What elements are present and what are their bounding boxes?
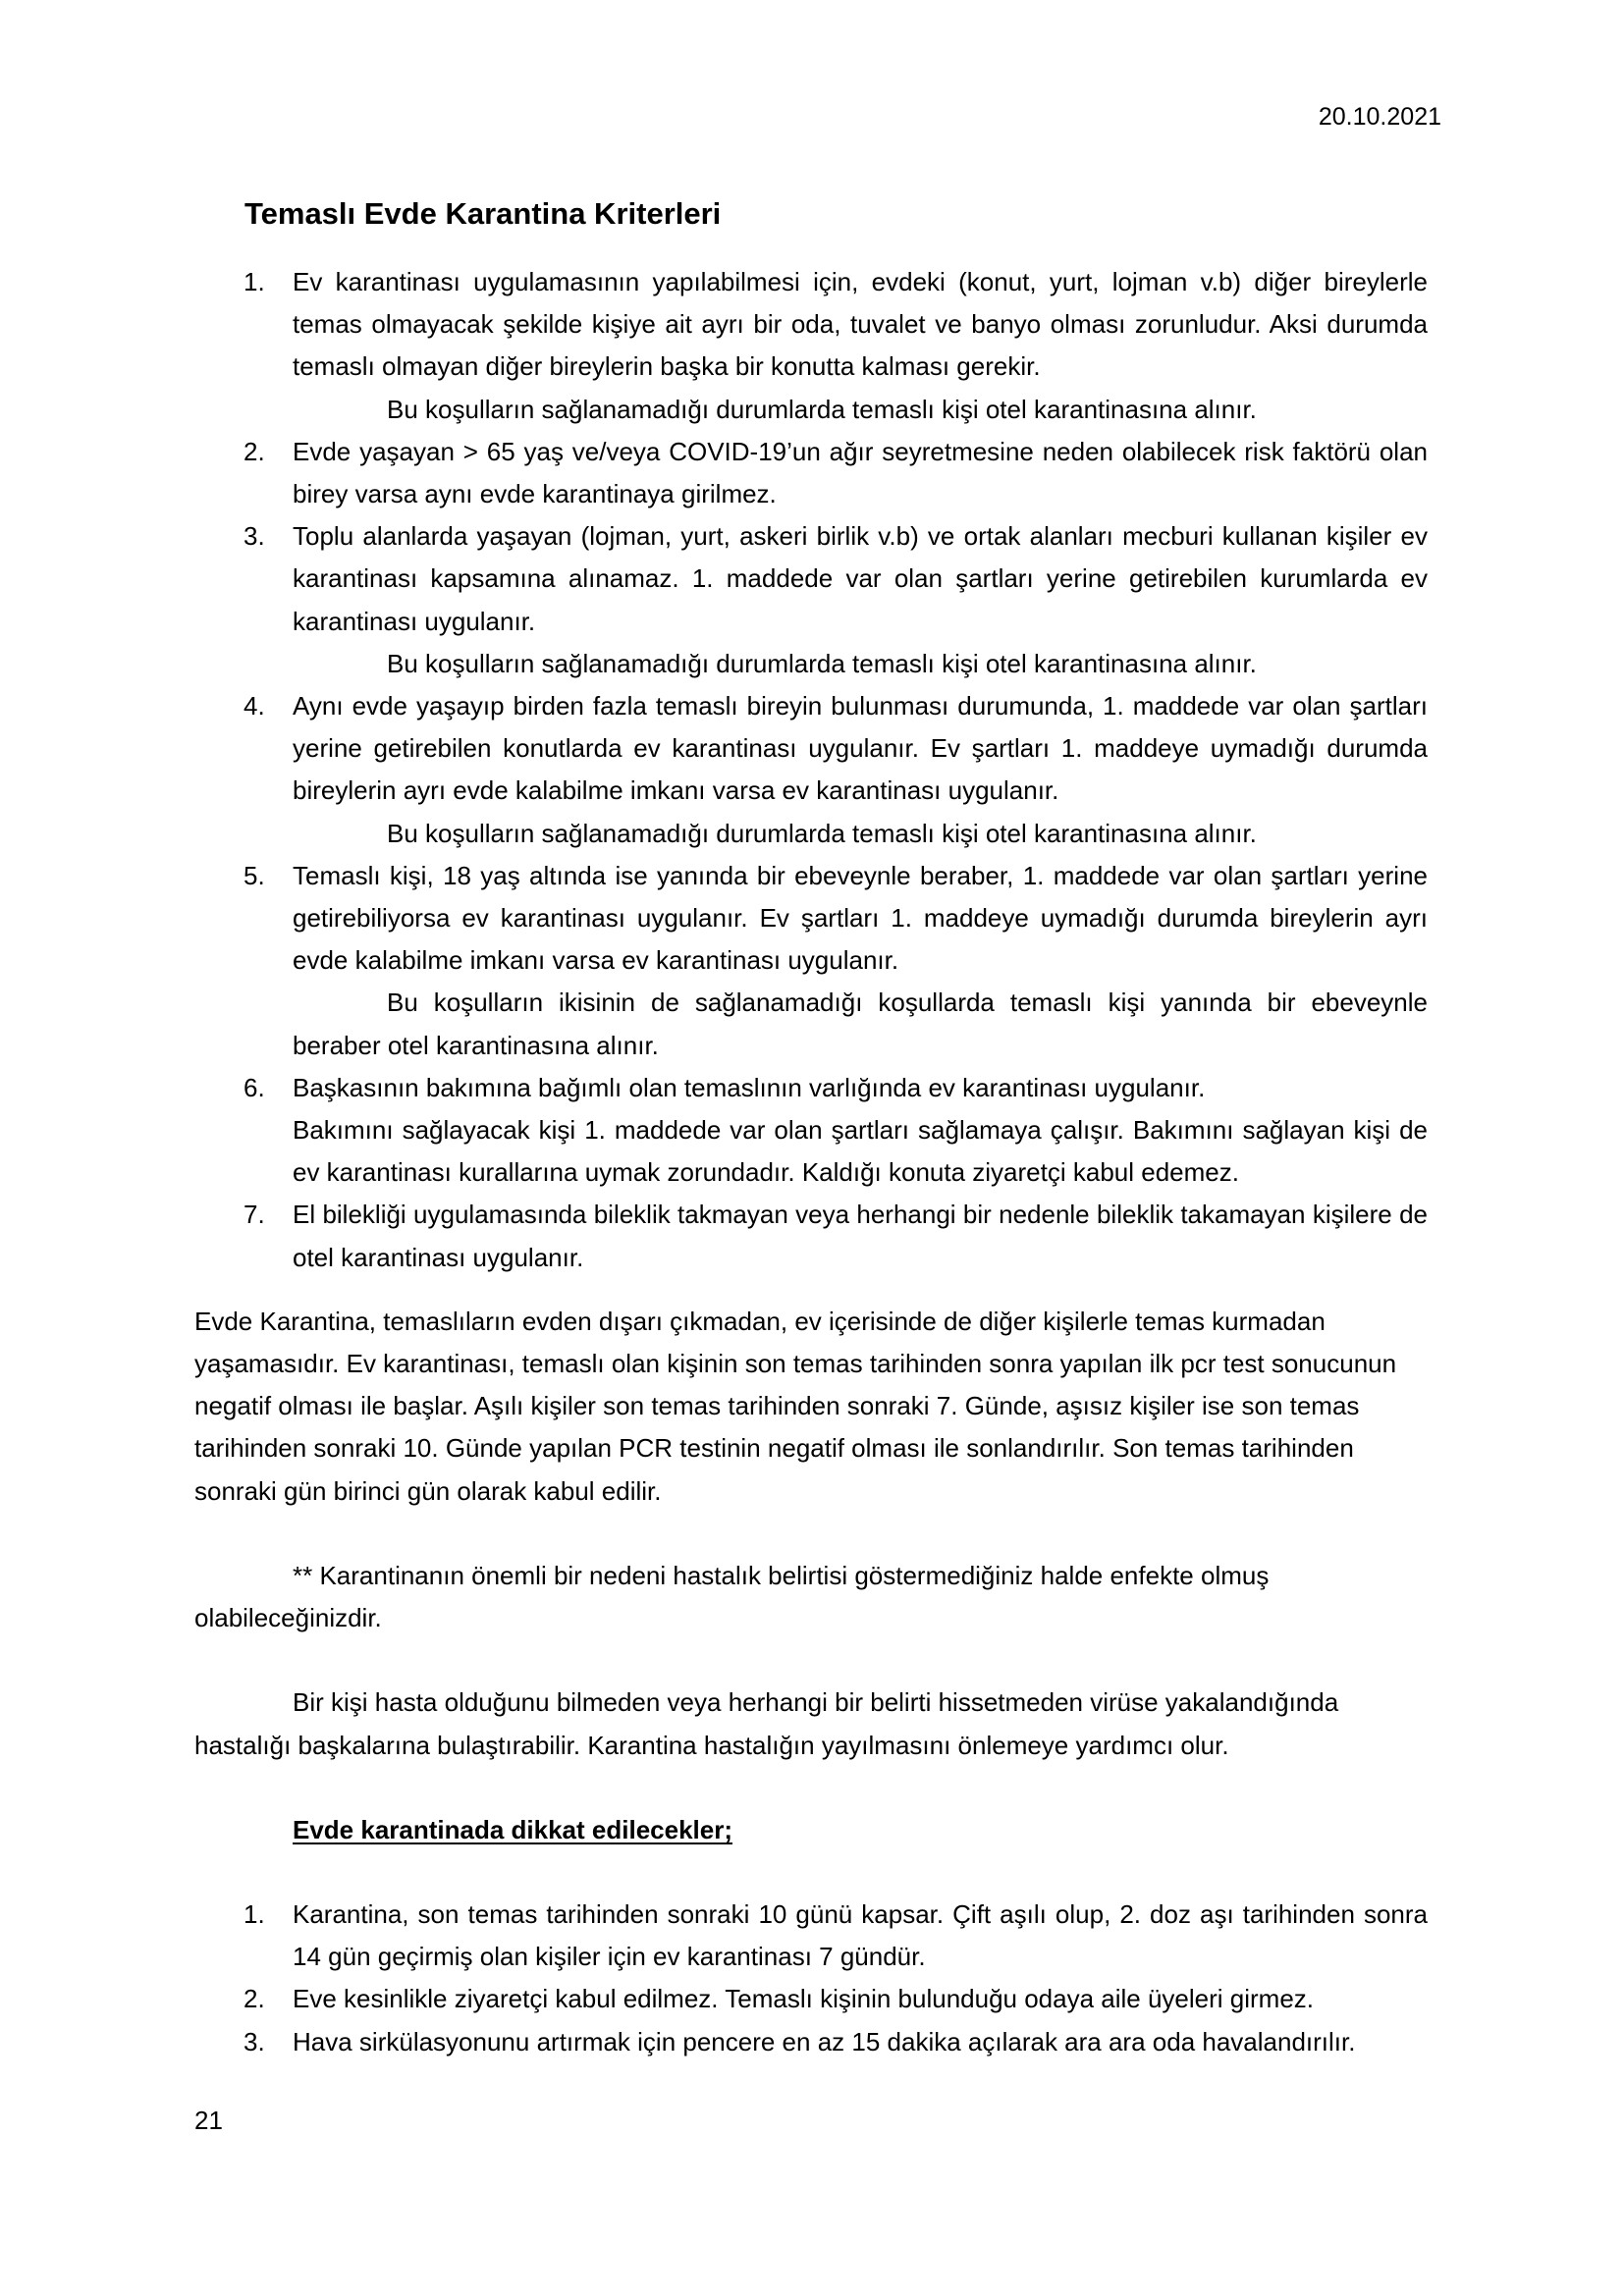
care-item-3 [194, 2021, 1428, 2063]
care-item-2 [194, 1978, 1428, 2020]
care-section-heading: Evde karantinada dikkat edilecekler; [293, 1814, 732, 1844]
list-number: 1. [244, 1898, 265, 1929]
list-number: 2. [244, 1984, 265, 2014]
page-date: 20.10.2021 [1318, 103, 1441, 131]
care-item-1 [194, 1894, 1428, 1978]
criteria-item-5 [194, 855, 1428, 1067]
criteria-item-6 [194, 1067, 1428, 1195]
criteria-text: Toplu alanlarda yaşayan (lojman, yurt, askeri birlik v.b) ve ortak alanları mecburi kullanan kişiler ev karantinası kapsamına alınamaz. 1. maddede var olan şartları yerine getirebilen kurumlarda ev karantinası uygulanır. [293, 521, 1428, 636]
criteria-item-1 [194, 261, 1428, 431]
care-list [194, 1894, 1428, 2063]
list-number: 4. [244, 691, 265, 721]
document-body [194, 261, 1428, 2063]
reason-text: ** Karantinanın önemli bir nedeni hastalık belirtisi göstermediğiniz halde enfekte olmuş olabileceğinizdir. [194, 1560, 1270, 1633]
page-number: 21 [194, 2106, 223, 2135]
care-text: Karantina, son temas tarihinden sonraki 10 günü kapsar. Çift aşılı olup, 2. doz aşı tarihinden sonra 14 gün geçirmiş olan kişiler için ev karantinası 7 gündür. [293, 1898, 1428, 1972]
list-number: 3. [244, 2026, 265, 2056]
document-title: Temaslı Evde Karantina Kriterleri [244, 196, 722, 231]
criteria-item-7 [194, 1194, 1428, 1278]
list-number: 6. [244, 1072, 265, 1102]
definition-paragraph: Evde Karantina, temaslıların evden dışarı çıkmadan, ev içerisinde de diğer kişilerle temas kurmadan yaşamasıdır. Ev karantinası, temaslı olan kişinin son temas tarihinden sonra yapılan ilk pcr test sonucunun negatif olması ile başlar. Aşılı kişiler son temas tarihinden sonraki 7. Günde, aşısız kişiler ise son temas tarihinden sonraki 10. Günde yapılan PCR testinin negatif olması ile sonlandırılır. Son temas tarihinden sonraki gün birinci gün olarak kabul edilir. [194, 1306, 1397, 1506]
spread-paragraph [194, 1682, 1428, 1766]
criteria-text-continued: Bakımını sağlayacak kişi 1. maddede var olan şartları sağlamaya çalışır. Bakımını sağlayan kişi de ev karantinası kurallarına uymak zorundadır. Kaldığı konuta ziyaretçi kabul edemez. [293, 1115, 1428, 1188]
criteria-text: Başkasının bakımına bağımlı olan temaslının varlığında ev karantinası uygulanır. [293, 1072, 1206, 1102]
criteria-note: Bu koşulların ikisinin de sağlanamadığı koşullarda temaslı kişi yanında bir ebeveynle beraber otel karantinasına alınır. [293, 988, 1428, 1060]
list-number: 7. [244, 1200, 265, 1230]
list-number: 5. [244, 860, 265, 890]
list-number: 3. [244, 521, 265, 552]
criteria-item-4 [194, 685, 1428, 855]
spread-text: Bir kişi hasta olduğunu bilmeden veya herhangi bir belirti hissetmeden virüse yakalandığında hastalığı başkalarına bulaştırabilir. Karantina hastalığın yayılmasını önlemeye yardımcı olur. [194, 1687, 1339, 1760]
criteria-text: Evde yaşayan > 65 yaş ve/veya COVID-19’un ağır seyretmesine neden olabilecek risk faktörü olan birey varsa aynı evde karantinaya girilmez. [293, 436, 1428, 509]
reason-paragraph [194, 1555, 1428, 1639]
criteria-text: Temaslı kişi, 18 yaş altında ise yanında bir ebeveynle beraber, 1. maddede var olan şartları yerine getirebiliyorsa ev karantinası uygulanır. Ev şartları 1. maddeye uymadığı durumda bireylerin ayrı evde kalabilme imkanı varsa ev karantinası uygulanır. [293, 860, 1428, 976]
criteria-text: Aynı evde yaşayıp birden fazla temaslı bireyin bulunması durumunda, 1. maddede var olan şartları yerine getirebilen konutlarda ev karantinası uygulanır. Ev şartları 1. maddeye uymadığı durumda bireylerin ayrı evde kalabilme imkanı varsa ev karantinası uygulanır. [293, 691, 1428, 806]
care-text: Eve kesinlikle ziyaretçi kabul edilmez. Temaslı kişinin bulunduğu odaya aile üyeleri girmez. [293, 1984, 1315, 2014]
list-number: 2. [244, 436, 265, 466]
criteria-item-3 [194, 515, 1428, 685]
criteria-text: El bilekliği uygulamasında bileklik takmayan veya herhangi bir nedenle bileklik takamayan kişilere de otel karantinası uygulanır. [293, 1200, 1428, 1272]
criteria-note: Bu koşulların sağlanamadığı durumlarda temaslı kişi otel karantinasına alınır. [387, 394, 1257, 424]
criteria-list [194, 261, 1428, 1279]
criteria-note: Bu koşulların sağlanamadığı durumlarda temaslı kişi otel karantinasına alınır. [387, 818, 1257, 848]
criteria-item-2 [194, 431, 1428, 515]
criteria-note: Bu koşulların sağlanamadığı durumlarda temaslı kişi otel karantinasına alınır. [387, 648, 1257, 678]
criteria-text: Ev karantinası uygulamasının yapılabilmesi için, evdeki (konut, yurt, lojman v.b) diğer bireylerle temas olmayacak şekilde kişiye ait ayrı bir oda, tuvalet ve banyo olması zorunludur. Aksi durumda temaslı olmayan diğer bireylerin başka bir konutta kalması gerekir. [293, 267, 1428, 382]
care-text: Hava sirkülasyonunu artırmak için pencere en az 15 dakika açılarak ara ara oda havalandırılır. [293, 2026, 1356, 2056]
list-number: 1. [244, 267, 265, 296]
